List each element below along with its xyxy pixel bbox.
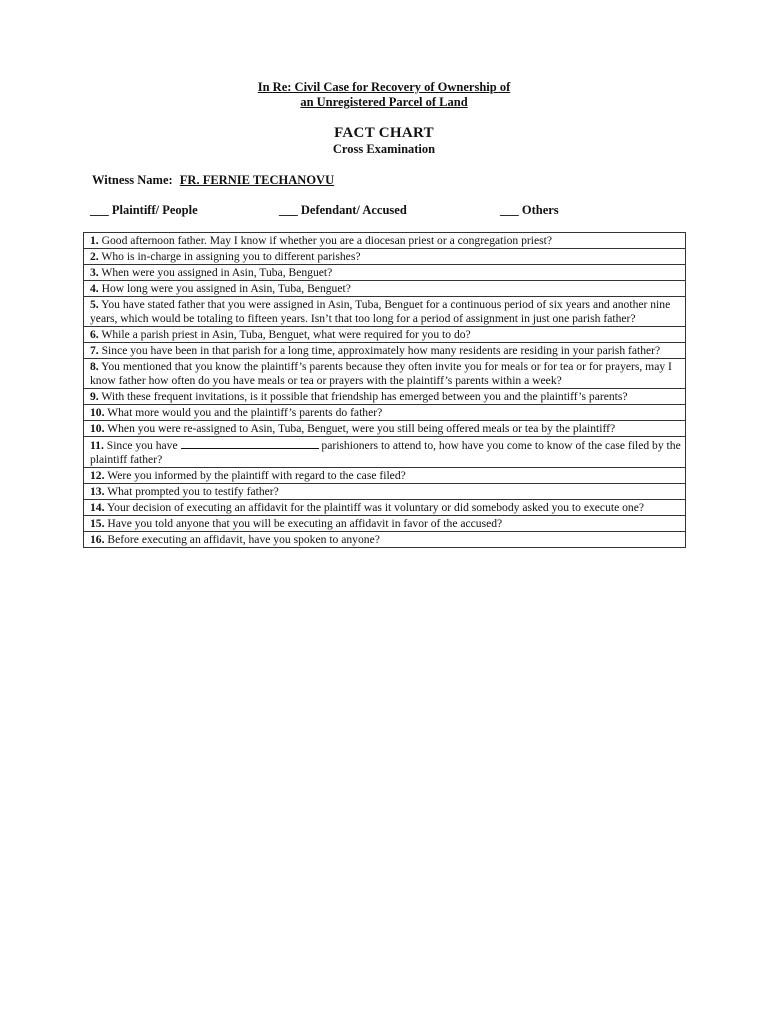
question-text: Your decision of executing an affidavit for the plaintiff was it voluntary or did somebody asked you to execute one? xyxy=(104,501,645,514)
fill-in-blank xyxy=(181,438,319,449)
case-title-line1: In Re: Civil Case for Recovery of Ownership of xyxy=(257,80,511,94)
question-cell xyxy=(84,327,686,343)
question-cell xyxy=(84,421,686,437)
witness-line xyxy=(92,173,334,188)
table-row xyxy=(84,297,686,327)
question-text: Since you have xyxy=(103,439,178,452)
table-row xyxy=(84,500,686,516)
question-number: 16. xyxy=(90,533,105,546)
table-row xyxy=(84,405,686,421)
question-number: 8. xyxy=(90,360,99,373)
table-row xyxy=(84,327,686,343)
question-text: When were you assigned in Asin, Tuba, Benguet? xyxy=(98,266,333,279)
question-cell xyxy=(84,249,686,265)
question-number: 15. xyxy=(90,517,105,530)
question-cell xyxy=(84,233,686,249)
question-number: 14. xyxy=(90,501,105,514)
question-cell xyxy=(84,500,686,516)
question-cell xyxy=(84,265,686,281)
question-cell xyxy=(84,484,686,500)
question-cell xyxy=(84,343,686,359)
question-text: When you were re-assigned to Asin, Tuba, Benguet, were you still being offered meals or tea by the plaintiff? xyxy=(104,422,616,435)
table-row xyxy=(84,359,686,389)
question-number: 4. xyxy=(90,282,99,295)
question-cell xyxy=(84,297,686,327)
question-text: With these frequent invitations, is it possible that friendship has emerged between you and the plaintiff’s parents? xyxy=(98,390,628,403)
question-number: 2. xyxy=(90,250,99,263)
question-cell xyxy=(84,281,686,297)
question-text: What prompted you to testify father? xyxy=(104,485,279,498)
question-number: 1. xyxy=(90,234,99,247)
table-row xyxy=(84,343,686,359)
question-cell xyxy=(84,437,686,468)
witness-label: Witness Name: xyxy=(92,173,173,187)
question-number: 5. xyxy=(90,298,99,311)
question-cell xyxy=(84,532,686,548)
question-cell xyxy=(84,359,686,389)
question-number: 7. xyxy=(90,344,99,357)
party-plaintiff: ___ Plaintiff/ People xyxy=(90,203,198,217)
cross-examination-subtitle: Cross Examination xyxy=(332,142,436,156)
table-row xyxy=(84,437,686,468)
party-defendant: ___ Defendant/ Accused xyxy=(279,203,407,217)
party-others: ___ Others xyxy=(500,203,559,217)
table-row xyxy=(84,281,686,297)
question-text: What more would you and the plaintiff’s parents do father? xyxy=(104,406,383,419)
table-row xyxy=(84,421,686,437)
question-text: You mentioned that you know the plaintiff’s parents because they often invite you for meals or for tea or for prayers, may I know father how often do you have meals or tea or prayers with the plaintiff’s parents within a week? xyxy=(90,360,672,387)
case-title xyxy=(0,80,768,110)
question-cell xyxy=(84,516,686,532)
question-number: 11. xyxy=(90,439,104,452)
question-text: While a parish priest in Asin, Tuba, Benguet, what were required for you to do? xyxy=(98,328,471,341)
question-number: 6. xyxy=(90,328,99,341)
question-text: Who is in-charge in assigning you to different parishes? xyxy=(98,250,361,263)
question-number: 10. xyxy=(90,406,105,419)
question-text: Good afternoon father. May I know if whether you are a diocesan priest or a congregation priest? xyxy=(98,234,552,247)
question-text: Have you told anyone that you will be executing an affidavit in favor of the accused? xyxy=(104,517,503,530)
questions-table xyxy=(83,232,686,548)
question-number: 3. xyxy=(90,266,99,279)
question-text: You have stated father that you were assigned in Asin, Tuba, Benguet for a continuous period of six years and another nine years, which would be totaling to fifteen years. Isn’t that too long for a period of assignment in just one parish father? xyxy=(90,298,671,325)
question-number: 13. xyxy=(90,485,105,498)
witness-name: FR. FERNIE TECHANOVU xyxy=(179,173,335,187)
table-row xyxy=(84,532,686,548)
question-text: How long were you assigned in Asin, Tuba, Benguet? xyxy=(98,282,351,295)
table-row xyxy=(84,249,686,265)
fact-chart-title: FACT CHART xyxy=(334,125,434,141)
question-text-continued: parishioners to attend to, how have you come to know of the case filed by the plaintiff father? xyxy=(90,439,681,466)
question-number: 12. xyxy=(90,469,105,482)
table-row xyxy=(84,233,686,249)
question-text: Before executing an affidavit, have you spoken to anyone? xyxy=(104,533,380,546)
question-text: Since you have been in that parish for a long time, approximately how many residents are residing in your parish father? xyxy=(98,344,661,357)
table-row xyxy=(84,389,686,405)
table-row xyxy=(84,484,686,500)
table-row xyxy=(84,265,686,281)
question-text: Were you informed by the plaintiff with regard to the case filed? xyxy=(104,469,406,482)
question-number: 10. xyxy=(90,422,105,435)
question-number: 9. xyxy=(90,390,99,403)
question-cell xyxy=(84,405,686,421)
question-cell xyxy=(84,389,686,405)
case-title-line2: an Unregistered Parcel of Land xyxy=(300,95,468,109)
question-cell xyxy=(84,468,686,484)
table-row xyxy=(84,516,686,532)
table-row xyxy=(84,468,686,484)
